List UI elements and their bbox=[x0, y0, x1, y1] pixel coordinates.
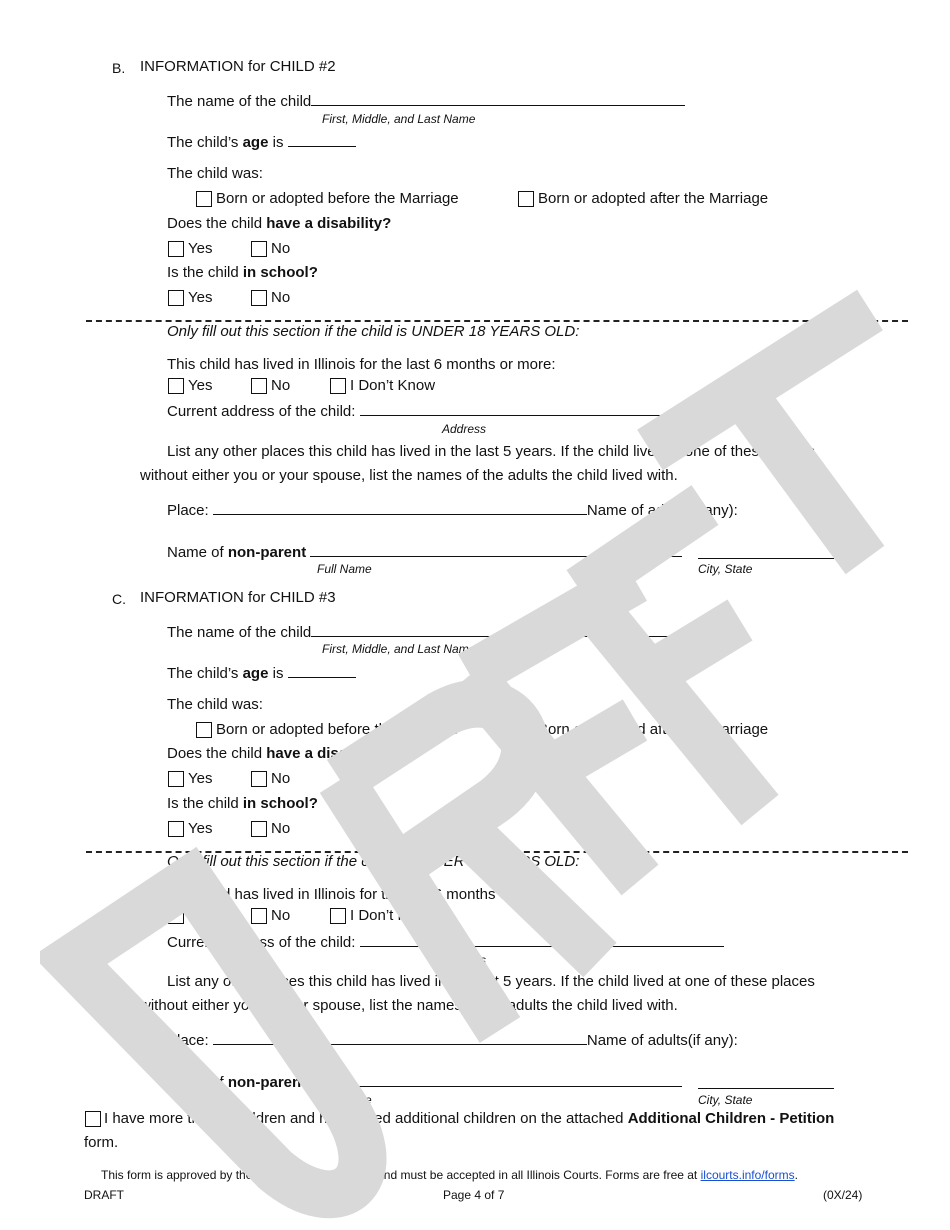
citystate-hint: City, State bbox=[698, 562, 753, 576]
child-age-label bbox=[167, 132, 356, 152]
address-hint: Address bbox=[442, 953, 487, 967]
nonparent-row bbox=[167, 1072, 682, 1092]
places-instructions-1: List any other places this child has lived in the last 5 years. If the child lived at one of these places bbox=[167, 443, 815, 460]
more-children-text bbox=[104, 1110, 834, 1128]
age-prefix: The child’s bbox=[167, 665, 243, 682]
school-yes-checkbox[interactable] bbox=[168, 821, 184, 837]
adults-label: Name of adults(if any): bbox=[586, 502, 738, 519]
illinois-no-checkbox[interactable] bbox=[251, 908, 267, 924]
section-title: INFORMATION for CHILD #2 bbox=[140, 58, 336, 75]
places-instructions-2: without either you or your spouse, list the names of the adults the child lived with. bbox=[140, 997, 678, 1014]
age-bold: age bbox=[242, 134, 269, 151]
address-field[interactable] bbox=[360, 932, 724, 947]
school-prefix: Is the child bbox=[167, 795, 243, 812]
more-children-checkbox[interactable] bbox=[85, 1111, 101, 1127]
born-before-checkbox[interactable] bbox=[196, 722, 212, 738]
more-children-text-main: I have more than 3 children and have listed additional children on the attached bbox=[104, 1110, 628, 1127]
illinois-no-label: No bbox=[271, 907, 291, 924]
born-after-label: Born or adopted after the Marriage bbox=[538, 190, 769, 207]
place-label: Place: bbox=[167, 502, 213, 519]
born-after-label: Born or adopted after the Marriage bbox=[538, 721, 769, 738]
fullname-hint: Full Name bbox=[317, 562, 372, 576]
more-children-text-end: form. bbox=[84, 1134, 119, 1151]
footer-draft: DRAFT bbox=[84, 1188, 124, 1202]
age-suffix: is bbox=[268, 665, 288, 682]
place-row bbox=[167, 500, 738, 520]
disability-no-label: No bbox=[271, 240, 291, 257]
places-instructions-1: List any other places this child has lived in the last 5 years. If the child lived at one of these places bbox=[167, 973, 815, 990]
section-letter: C. bbox=[112, 591, 126, 607]
illinois-dontknow-label: I Don’t Know bbox=[350, 907, 436, 924]
illinois-yes-label: Yes bbox=[188, 377, 213, 394]
illinois-dontknow-checkbox[interactable] bbox=[330, 378, 346, 394]
form-version: (0X/24) bbox=[823, 1188, 863, 1202]
school-question bbox=[167, 795, 318, 813]
address-hint: Address bbox=[442, 422, 487, 436]
footer-approval-text: This form is approved by the Illinois Supreme Court and must be accepted in all Illinois Courts. Forms are free at bbox=[101, 1168, 701, 1182]
nonparent-bold: non-parent bbox=[227, 544, 307, 561]
child-age-field[interactable] bbox=[288, 663, 356, 678]
nonparent-city-field[interactable] bbox=[698, 1074, 834, 1089]
school-prefix: Is the child bbox=[167, 264, 243, 281]
place-field[interactable] bbox=[213, 500, 587, 515]
born-before-checkbox[interactable] bbox=[196, 191, 212, 207]
page-number: Page 4 of 7 bbox=[443, 1188, 505, 1202]
illinois-yes-label: Yes bbox=[188, 907, 213, 924]
illinois-no-checkbox[interactable] bbox=[251, 378, 267, 394]
child-name-hint: First, Middle, and Last Name bbox=[322, 112, 476, 126]
disability-yes-label: Yes bbox=[188, 770, 213, 787]
child-was-label: The child was: bbox=[167, 696, 263, 713]
disability-yes-label: Yes bbox=[188, 240, 213, 257]
disability-no-label: No bbox=[271, 770, 291, 787]
section-title: INFORMATION for CHILD #3 bbox=[140, 589, 336, 606]
place-row bbox=[167, 1030, 738, 1050]
disability-yes-checkbox[interactable] bbox=[168, 241, 184, 257]
illinois-yes-checkbox[interactable] bbox=[168, 378, 184, 394]
nonparent-prefix: Name of bbox=[167, 544, 228, 561]
child-name-label bbox=[167, 91, 685, 111]
under18-note: Only fill out this section if the child is UNDER 18 YEARS OLD: bbox=[167, 853, 580, 870]
places-instructions-2: without either you or your spouse, list the names of the adults the child lived with. bbox=[140, 467, 678, 484]
school-no-label: No bbox=[271, 289, 291, 306]
adults-label: Name of adults(if any): bbox=[586, 1032, 738, 1049]
nonparent-city-field[interactable] bbox=[698, 544, 834, 559]
disability-no-checkbox[interactable] bbox=[251, 241, 267, 257]
child-name-label bbox=[167, 622, 685, 642]
age-suffix: is bbox=[268, 134, 288, 151]
child-age-field[interactable] bbox=[288, 132, 356, 147]
section-divider bbox=[86, 320, 908, 322]
school-no-checkbox[interactable] bbox=[251, 290, 267, 306]
address-label-text: Current address of the child: bbox=[167, 934, 360, 951]
age-bold: age bbox=[242, 665, 269, 682]
illinois-dontknow-label: I Don’t Know bbox=[350, 377, 436, 394]
disability-no-checkbox[interactable] bbox=[251, 771, 267, 787]
disability-yes-checkbox[interactable] bbox=[168, 771, 184, 787]
school-yes-label: Yes bbox=[188, 289, 213, 306]
school-no-checkbox[interactable] bbox=[251, 821, 267, 837]
born-before-label: Born or adopted before the Marriage bbox=[216, 721, 459, 738]
disability-question bbox=[167, 215, 391, 233]
fullname-hint: Full Name bbox=[317, 1093, 372, 1107]
address-label bbox=[167, 401, 724, 421]
born-after-checkbox[interactable] bbox=[518, 722, 534, 738]
child-name-label-text: The name of the child bbox=[167, 624, 312, 641]
forms-link[interactable]: ilcourts.info/forms bbox=[700, 1168, 795, 1182]
nonparent-name-field[interactable] bbox=[310, 1072, 682, 1087]
address-label-text: Current address of the child: bbox=[167, 403, 360, 420]
disability-bold: have a disability? bbox=[266, 745, 392, 762]
nonparent-name-field[interactable] bbox=[310, 542, 682, 557]
school-bold: in school? bbox=[242, 795, 318, 812]
age-prefix: The child’s bbox=[167, 134, 243, 151]
nonparent-bold: non-parent bbox=[227, 1074, 307, 1091]
born-before-label: Born or adopted before the Marriage bbox=[216, 190, 459, 207]
address-label bbox=[167, 932, 724, 952]
school-bold: in school? bbox=[242, 264, 318, 281]
child-age-label bbox=[167, 663, 356, 683]
school-no-label: No bbox=[271, 820, 291, 837]
place-label: Place: bbox=[167, 1032, 213, 1049]
illinois-question: This child has lived in Illinois for the last 6 months or more: bbox=[167, 356, 556, 373]
born-after-checkbox[interactable] bbox=[518, 191, 534, 207]
under18-note: Only fill out this section if the child is UNDER 18 YEARS OLD: bbox=[167, 323, 580, 340]
illinois-dontknow-checkbox[interactable] bbox=[330, 908, 346, 924]
child-name-hint: First, Middle, and Last Name bbox=[322, 642, 476, 656]
section-letter: B. bbox=[112, 60, 126, 76]
school-yes-label: Yes bbox=[188, 820, 213, 837]
child-was-label: The child was: bbox=[167, 165, 263, 182]
school-yes-checkbox[interactable] bbox=[168, 290, 184, 306]
nonparent-prefix: Name of bbox=[167, 1074, 228, 1091]
illinois-no-label: No bbox=[271, 377, 291, 394]
school-question bbox=[167, 264, 318, 282]
footer-approval bbox=[101, 1166, 798, 1184]
child-name-label-text: The name of the child bbox=[167, 93, 312, 110]
disability-prefix: Does the child bbox=[167, 215, 267, 232]
child-name-field[interactable] bbox=[311, 91, 685, 106]
disability-question bbox=[167, 745, 391, 763]
footer-period: . bbox=[794, 1168, 798, 1182]
disability-bold: have a disability? bbox=[266, 215, 392, 232]
child-name-field[interactable] bbox=[311, 622, 685, 637]
disability-prefix: Does the child bbox=[167, 745, 267, 762]
nonparent-row bbox=[167, 542, 682, 562]
address-field[interactable] bbox=[360, 401, 724, 416]
place-field[interactable] bbox=[213, 1030, 587, 1045]
more-children-text-bold: Additional Children - Petition bbox=[627, 1110, 835, 1127]
illinois-yes-checkbox[interactable] bbox=[168, 908, 184, 924]
citystate-hint: City, State bbox=[698, 1093, 753, 1107]
illinois-question: This child has lived in Illinois for the last 6 months or more: bbox=[167, 886, 556, 903]
